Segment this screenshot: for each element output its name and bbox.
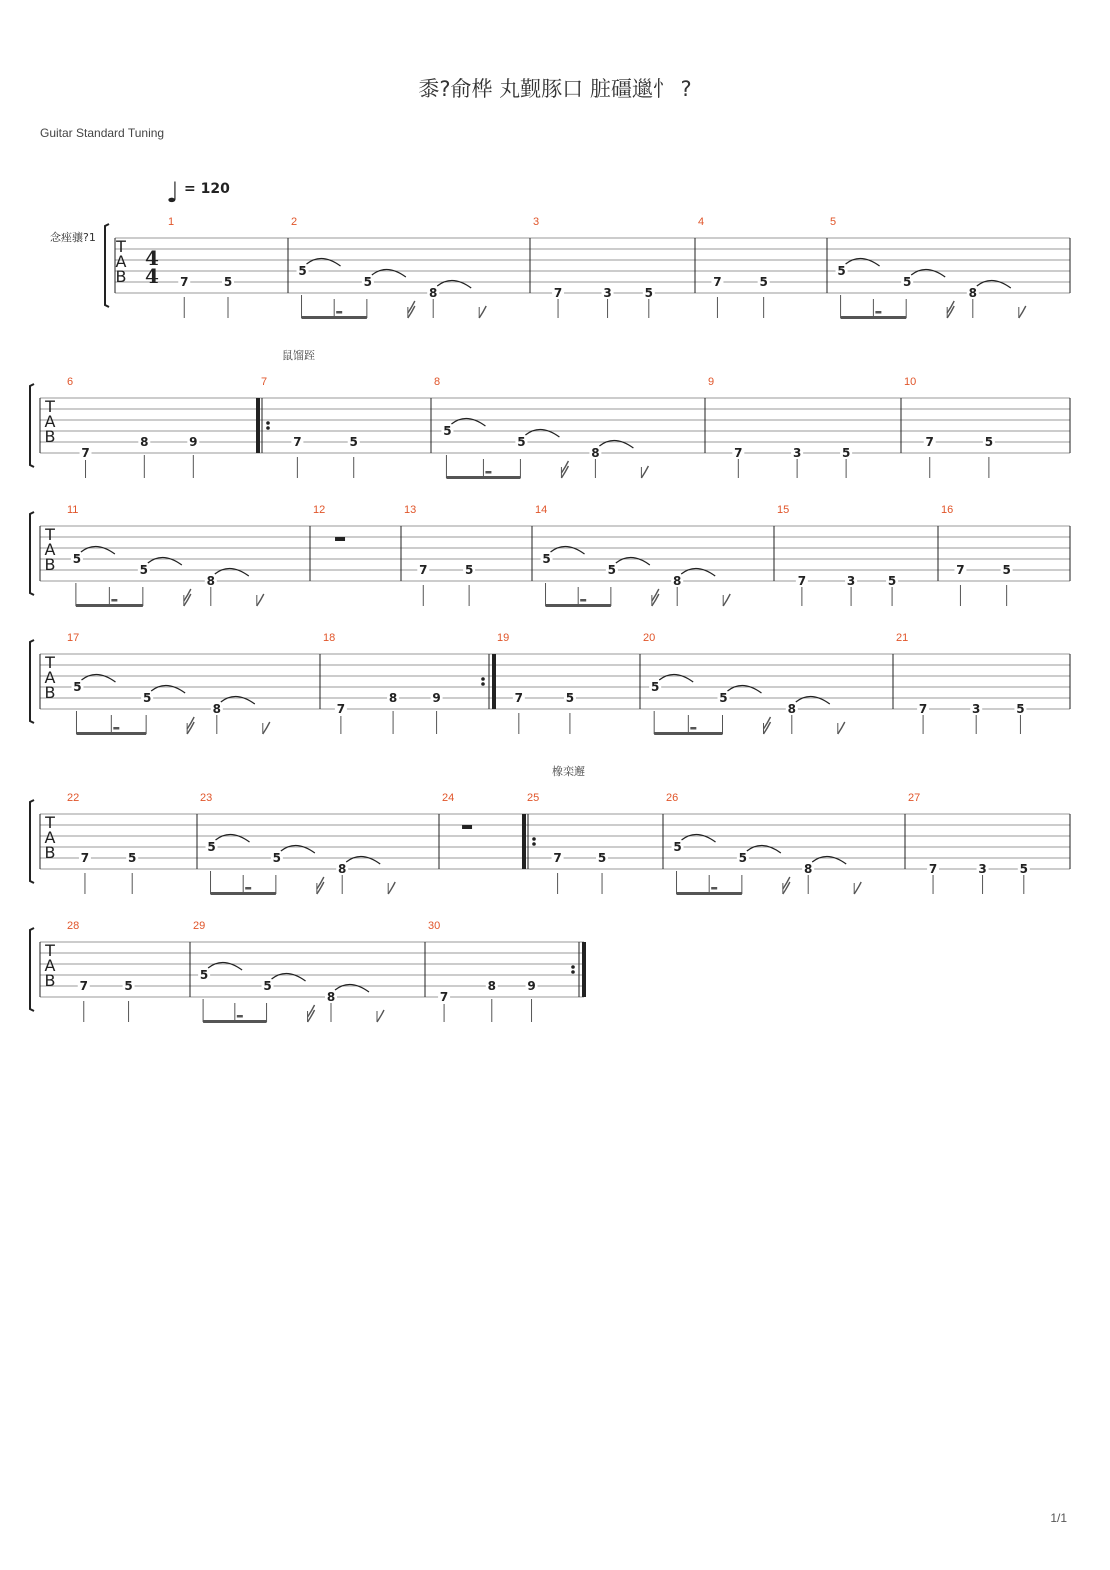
fret-number: 8: [673, 574, 682, 588]
fret-number: 7: [713, 275, 722, 289]
track-name: 念痤骧?1: [50, 231, 96, 244]
tab-clef-letter: T: [45, 653, 55, 672]
measure-number: 17: [67, 632, 80, 644]
measure-8: [434, 376, 705, 479]
measure-18: [323, 632, 496, 734]
fret-number: 5: [124, 979, 133, 993]
system-bracket: [30, 928, 34, 1011]
fret-number: 7: [925, 435, 934, 449]
fret-number: 5: [597, 851, 607, 865]
repeat-dot: [481, 677, 485, 681]
measure-9: [708, 376, 901, 478]
measure-15: [777, 504, 938, 606]
tab-system-6: [30, 920, 586, 1023]
fret-number: 8: [206, 574, 215, 588]
tab-clef-letter: B: [44, 971, 56, 990]
measure-number: 4: [698, 216, 705, 228]
note-beam-partial: [111, 599, 117, 602]
fret-number: 8: [487, 979, 496, 993]
note-beam: [76, 604, 143, 607]
tuning-label: Guitar Standard Tuning: [40, 126, 165, 140]
note-beam-partial: [485, 471, 491, 474]
note-beam-partial: [237, 1015, 243, 1018]
fret-number: 5: [464, 563, 474, 577]
note-flag: [641, 466, 648, 478]
measure-27: [908, 792, 1070, 894]
measure-number: 10: [904, 376, 917, 388]
repeat-end-thick-line: [492, 654, 496, 709]
tab-clef-letter: A: [115, 252, 127, 271]
repeat-dot: [481, 682, 485, 686]
tab-systems: [30, 216, 1070, 1023]
measure-number: 12: [313, 504, 326, 516]
measure-number: 19: [497, 632, 510, 644]
fret-number: 7: [79, 979, 88, 993]
fret-number: 7: [419, 563, 428, 577]
measure-11: [67, 504, 310, 607]
fret-number: 8: [212, 702, 221, 716]
measure-number: 29: [193, 920, 206, 932]
fret-number: 9: [527, 979, 536, 993]
fret-number: 3: [978, 862, 987, 876]
repeat-start-thick-line: [256, 398, 260, 453]
fret-number: 5: [738, 851, 748, 865]
measure-number: 24: [442, 792, 455, 804]
note-beam-partial: [875, 311, 881, 314]
measure-3: [533, 216, 695, 318]
song-title: 黍?俞桦 丸觐豚口 脏礓邋忄 ?: [418, 77, 692, 101]
note-flag: [377, 1010, 384, 1022]
fret-number: 5: [1016, 702, 1025, 716]
fret-number: 7: [553, 286, 563, 300]
repeat-end-thick-line: [582, 942, 586, 997]
fret-number: 8: [140, 435, 149, 449]
note-flag: [263, 722, 270, 734]
fret-number: 7: [336, 702, 346, 716]
measure-5: [830, 216, 1070, 319]
measure-number: 30: [428, 920, 441, 932]
section-marker-1: 鼠馏跮: [282, 349, 315, 362]
measure-number: 7: [261, 376, 268, 388]
measure-4: [698, 216, 827, 318]
measure-1: [168, 216, 288, 318]
fret-number: 5: [298, 264, 307, 278]
note-beam-partial: [690, 727, 696, 730]
repeat-dot: [532, 842, 536, 846]
note-beam: [654, 732, 722, 735]
measure-21: [896, 632, 1070, 734]
note-beam: [446, 476, 520, 479]
tempo-value: = 120: [184, 181, 230, 197]
measure-number: 8: [434, 376, 441, 388]
note-beam-partial: [580, 599, 586, 602]
note-flag: [723, 594, 730, 606]
fret-number: 3: [603, 286, 612, 300]
measure-29: [193, 920, 425, 1023]
fret-number: 5: [139, 563, 149, 577]
repeat-dot: [266, 421, 270, 425]
tab-system-1: [105, 216, 1070, 319]
fret-number: 5: [1002, 563, 1011, 577]
system-bracket: [105, 224, 109, 307]
measure-16: [941, 504, 1070, 606]
note-beam: [841, 316, 907, 319]
fret-number: 5: [673, 840, 682, 854]
fret-number: 5: [542, 552, 551, 566]
measure-12: [313, 504, 401, 581]
fret-number: 8: [591, 446, 600, 460]
measure-number: 2: [291, 216, 298, 228]
fret-number: 5: [72, 552, 82, 566]
system-bracket: [30, 800, 34, 883]
measure-10: [904, 376, 1070, 478]
tab-clef-letter: A: [44, 668, 56, 687]
fret-number: 5: [607, 563, 617, 577]
repeat-dot: [571, 965, 575, 969]
measure-24: [442, 792, 524, 869]
fret-number: 5: [837, 264, 846, 278]
measure-number: 22: [67, 792, 80, 804]
tab-clef-letter: T: [45, 525, 55, 544]
fret-number: 5: [363, 275, 373, 289]
section-marker-2: 橡栾邂: [552, 765, 585, 778]
measure-28: [67, 920, 190, 1022]
measure-6: [67, 376, 258, 478]
note-beam: [677, 892, 742, 895]
fret-number: 5: [128, 851, 137, 865]
quarter-note-icon: ♩: [166, 176, 180, 209]
measure-19: [497, 632, 640, 734]
tab-system-2: [30, 376, 1070, 479]
measure-20: [643, 632, 893, 735]
tab-clef-letter: B: [44, 843, 56, 862]
measure-number: 23: [200, 792, 213, 804]
measure-14: [535, 504, 774, 607]
repeat-dot: [266, 426, 270, 430]
fret-number: 7: [180, 275, 189, 289]
fret-number: 5: [984, 435, 994, 449]
measure-number: 21: [896, 632, 909, 644]
fret-number: 8: [326, 990, 336, 1004]
tab-clef-letter: T: [116, 237, 126, 256]
measure-25: [522, 792, 663, 894]
tab-clef-letter: T: [45, 397, 55, 416]
fret-number: 5: [443, 424, 452, 438]
fret-number: 5: [565, 691, 575, 705]
fret-number: 7: [553, 851, 562, 865]
time-signature-bottom: 4: [145, 264, 159, 288]
tab-clef-letter: T: [45, 941, 55, 960]
fret-number: 9: [189, 435, 198, 449]
fret-number: 7: [956, 563, 965, 577]
measure-number: 18: [323, 632, 336, 644]
repeat-start-thick-line: [522, 814, 526, 869]
fret-number: 7: [928, 862, 938, 876]
measure-number: 3: [533, 216, 540, 228]
tab-clef-letter: A: [44, 540, 56, 559]
measure-number: 9: [708, 376, 715, 388]
tab-clef-letter: A: [44, 956, 56, 975]
measure-number: 28: [67, 920, 80, 932]
fret-number: 5: [199, 968, 209, 982]
fret-number: 8: [338, 862, 347, 876]
tab-system-4: [30, 632, 1070, 735]
note-beam: [76, 732, 146, 735]
measure-26: [666, 792, 905, 895]
fret-number: 8: [787, 702, 796, 716]
repeat-dot: [532, 837, 536, 841]
measure-number: 13: [404, 504, 417, 516]
fret-number: 5: [73, 680, 82, 694]
note-beam-partial: [245, 887, 251, 890]
measure-13: [404, 504, 532, 606]
system-bracket: [30, 512, 34, 595]
measure-23: [200, 792, 439, 895]
fret-number: 5: [263, 979, 272, 993]
fret-number: 5: [142, 691, 152, 705]
whole-rest: [335, 537, 345, 541]
note-flag: [388, 882, 395, 894]
fret-number: 5: [272, 851, 282, 865]
note-flag: [257, 594, 264, 606]
tab-clef-letter: T: [45, 813, 55, 832]
note-flag: [854, 882, 861, 894]
fret-number: 8: [968, 286, 977, 300]
fret-number: 5: [207, 840, 216, 854]
tab-system-3: [30, 504, 1070, 607]
time-signature-top: 4: [145, 246, 159, 270]
measure-number: 25: [527, 792, 540, 804]
note-flag: [838, 722, 845, 734]
fret-number: 5: [887, 574, 897, 588]
measure-17: [67, 632, 320, 735]
fret-number: 5: [841, 446, 851, 460]
fret-number: 7: [734, 446, 743, 460]
note-beam: [546, 604, 611, 607]
fret-number: 5: [719, 691, 728, 705]
fret-number: 5: [644, 286, 653, 300]
fret-number: 7: [514, 691, 523, 705]
fret-number: 5: [1019, 862, 1028, 876]
page-number: 1/1: [1050, 1511, 1067, 1525]
fret-number: 3: [792, 446, 802, 460]
measure-number: 1: [168, 216, 175, 228]
fret-number: 8: [804, 862, 813, 876]
tab-clef-letter: B: [115, 267, 127, 286]
fret-number: 7: [797, 574, 807, 588]
measure-number: 6: [67, 376, 74, 388]
measure-7: [256, 376, 431, 478]
note-beam: [302, 316, 367, 319]
note-beam-partial: [113, 727, 119, 730]
fret-number: 7: [293, 435, 302, 449]
note-beam: [211, 892, 276, 895]
fret-number: 8: [388, 691, 398, 705]
fret-number: 7: [918, 702, 928, 716]
fret-number: 5: [517, 435, 526, 449]
fret-number: 5: [759, 275, 768, 289]
fret-number: 7: [81, 446, 90, 460]
measure-number: 27: [908, 792, 921, 804]
note-flag: [1019, 306, 1026, 318]
measure-30: [428, 920, 586, 1022]
measure-number: 16: [941, 504, 954, 516]
tab-system-5: [30, 792, 1070, 895]
measure-number: 5: [830, 216, 837, 228]
tab-clef-letter: B: [44, 427, 56, 446]
fret-number: 3: [972, 702, 981, 716]
fret-number: 5: [223, 275, 233, 289]
measure-2: [291, 216, 530, 319]
tab-clef-letter: B: [44, 555, 56, 574]
fret-number: 5: [651, 680, 660, 694]
measure-number: 15: [777, 504, 790, 516]
measure-number: 20: [643, 632, 656, 644]
fret-number: 3: [846, 574, 856, 588]
note-beam: [203, 1020, 266, 1023]
measure-number: 14: [535, 504, 548, 516]
system-bracket: [30, 640, 34, 723]
tempo-marking: [166, 176, 230, 209]
whole-rest: [462, 825, 472, 829]
measure-number: 26: [666, 792, 679, 804]
note-beam-partial: [336, 311, 342, 314]
repeat-dot: [571, 970, 575, 974]
fret-number: 7: [439, 990, 449, 1004]
tab-clef-letter: A: [44, 828, 56, 847]
fret-number: 5: [903, 275, 912, 289]
tab-clef-letter: A: [44, 412, 56, 431]
note-flag: [479, 306, 486, 318]
note-beam-partial: [711, 887, 717, 890]
fret-number: 7: [80, 851, 90, 865]
system-bracket: [30, 384, 34, 467]
measure-22: [67, 792, 197, 894]
fret-number: 9: [432, 691, 441, 705]
fret-number: 8: [429, 286, 438, 300]
tab-clef-letter: B: [44, 683, 56, 702]
fret-number: 5: [349, 435, 358, 449]
measure-number: 11: [67, 504, 79, 516]
